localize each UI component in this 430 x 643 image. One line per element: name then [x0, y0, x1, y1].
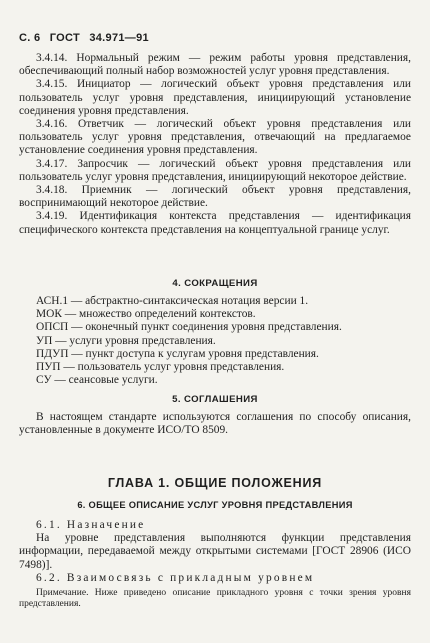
- abbreviation-item: УП — услуги уровня представления.: [36, 334, 216, 347]
- definitions-block: [19, 52, 411, 237]
- chapter-title: ГЛАВА 1. ОБЩИЕ ПОЛОЖЕНИЯ: [107, 476, 323, 490]
- page-header: [19, 32, 155, 44]
- section-5-body: [19, 411, 411, 437]
- section-4-heading: 4. СОКРАЩЕНИЯ: [172, 278, 258, 289]
- abbreviation-item: ПДУП — пункт доступа к услугам уровня представления.: [36, 347, 319, 360]
- abbreviation-item: АСН.1 — абстрактно-синтаксическая нотация версии 1.: [36, 295, 309, 307]
- section-6-body: [19, 519, 411, 610]
- standard-number: 34.971—91: [89, 32, 149, 44]
- section-6-heading: 6. ОБЩЕЕ ОПИСАНИЕ УСЛУГ УРОВНЯ ПРЕДСТАВЛЕНИЯ: [77, 500, 353, 510]
- definition-item: 3.4.17. Запросчик — логический объект уровня представления или пользователь услуг уровня представления, инициирующий некоторое действие.: [19, 157, 411, 183]
- definition-item: 3.4.16. Ответчик — логический объект уровня представления или пользователь услуг уровня представления, отвечающий на предлагаемое установление соединения уровня представления.: [19, 118, 411, 157]
- definition-item: 3.4.14. Нормальный режим — режим работы уровня представления, обеспечивающий полный набор возможностей услуг уровня представления.: [19, 52, 411, 78]
- section-5-heading: 5. СОГЛАШЕНИЯ: [172, 394, 258, 405]
- subsection-6-1-text: На уровне представления выполняются функции представления информации, передаваемой между открытыми системами [ГОСТ 28906 (ИСО 7498)].: [19, 532, 411, 571]
- note-text: Примечание. Ниже приведено описание прикладного уровня с точки зрения уровня представления.: [19, 588, 411, 610]
- subsection-6-1-heading: 6.1. Назначение: [36, 519, 146, 531]
- definition-item: 3.4.19. Идентификация контекста представления — идентификация специфического контекста представления на концептуальной границе услуг.: [19, 210, 411, 236]
- subsection-6-2-heading: 6.2. Взаимосвязь с прикладным уровнем: [36, 571, 315, 584]
- section-5-text: В настоящем стандарте используются соглашения по способу описания, установленные в документе ИСО/ТО 8509.: [19, 411, 411, 437]
- abbreviation-item: ПУП — пользователь услуг уровня представления.: [36, 361, 285, 374]
- abbreviations-list: [19, 295, 411, 387]
- abbreviation-item: ОПСП — оконечный пункт соединения уровня представления.: [36, 321, 342, 334]
- abbreviation-item: МОК — множество определений контекстов.: [36, 308, 256, 321]
- page-number: С. 6: [19, 32, 41, 44]
- definition-item: 3.4.15. Инициатор — логический объект уровня представления или пользователь услуг уровня представления, инициирующий установление соединения уровня представления.: [19, 78, 411, 117]
- abbreviation-item: СУ — сеансовые услуги.: [36, 374, 158, 387]
- definition-item: 3.4.18. Приемник — логический объект уровня представления, воспринимающий некоторое действие.: [19, 184, 411, 210]
- standard-label: ГОСТ: [49, 32, 80, 44]
